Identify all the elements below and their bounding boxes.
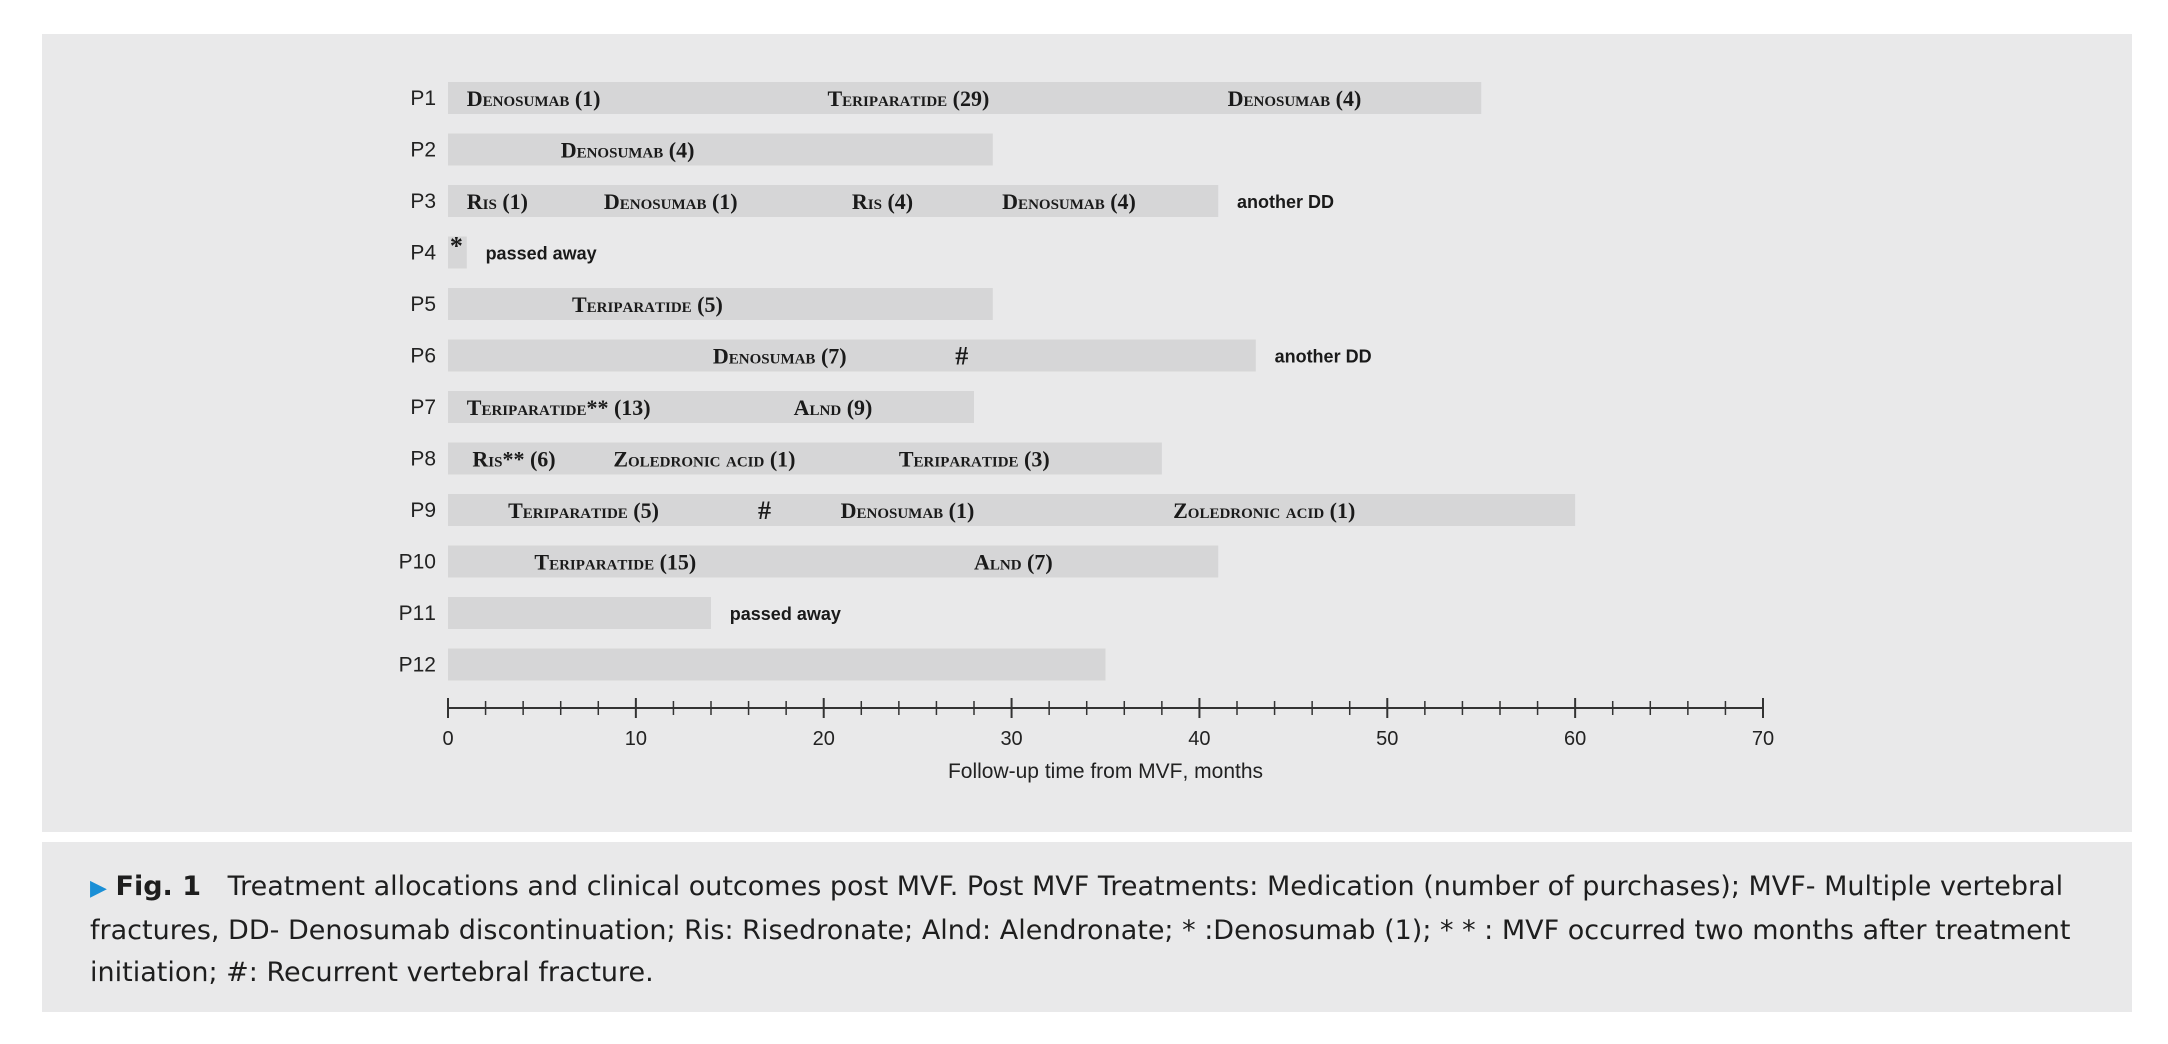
treatment-label: Denosumab (7) [712,343,847,369]
x-tick-label: 0 [442,728,454,750]
row-p1 [410,82,1481,114]
treatment-label: Denosumab (1) [603,189,738,214]
treatment-timeline-chart [42,34,2132,832]
treatment-label: Alnd (9) [793,395,873,420]
row-label: P3 [410,190,436,213]
row-p2 [410,134,992,166]
row-p6 [410,340,1371,372]
row-p10 [399,546,1219,578]
outcome-note: another DD [1237,192,1335,212]
row-label: P11 [398,602,436,625]
treatment-label: Denosumab (4) [1227,86,1362,111]
treatment-bar [448,649,1106,681]
row-label: P12 [398,653,436,677]
treatment-label: Zoledronic acid (1) [1173,498,1356,523]
row-label: P6 [410,344,436,368]
treatment-label: Ris (1) [466,189,529,214]
row-p9 [410,494,1575,526]
caption-figure-label: Fig. 1 [115,871,201,902]
footnote-marker: * [449,231,463,261]
figure-panel [42,34,2132,832]
row-p4 [410,232,596,269]
row-p11 [399,597,841,629]
x-axis [442,698,1774,750]
treatment-label: Alnd (7) [974,549,1053,575]
row-label: P9 [410,499,436,522]
treatment-label: Teriparatide** (13) [466,395,651,420]
treatment-label: Denosumab (1) [466,86,601,111]
row-label: P10 [398,550,436,574]
row-label: P4 [410,241,436,265]
caption-text: Treatment allocations and clinical outcomes post MVF. Post MVF Treatments: Medication (number of purchases); MVF- Multiple vertebral fractures, DD- Denosumab discontinuation; Ris: Risedronate; Alnd: Alendronate; * :Denosumab (1); * * : MVF occurred two months after treatment initiation; #: Recurrent vertebral fracture. [90,871,2071,988]
figure-caption [90,866,2100,994]
row-p7 [410,391,974,423]
treatment-bar [448,597,711,629]
recurrent-fracture-marker: # [955,341,969,371]
caption-panel [42,842,2132,1012]
treatment-label: Teriparatide (3) [898,446,1050,472]
x-tick-label: 40 [1188,728,1211,750]
row-label: P5 [410,293,436,316]
treatment-label: Teriparatide (5) [508,498,659,523]
treatment-label: Denosumab (1) [840,498,975,523]
row-label: P1 [410,87,436,110]
row-label: P8 [410,447,436,471]
rows-layer [399,82,1576,681]
outcome-note: passed away [485,243,597,264]
x-tick-label: 30 [1000,728,1023,750]
row-p3 [410,185,1334,217]
row-label: P7 [410,396,436,419]
caption-arrow-icon: ▶ [90,876,107,901]
x-tick-label: 70 [1751,728,1775,750]
treatment-label: Ris (4) [851,189,914,214]
x-tick-label: 10 [624,728,647,750]
x-axis-title: Follow-up time from MVF, months [947,760,1264,783]
outcome-note: another DD [1274,346,1372,367]
x-tick-label: 60 [1564,728,1587,750]
recurrent-fracture-marker: # [757,496,771,525]
treatment-bar [448,134,993,166]
row-p5 [410,288,992,320]
row-label: P2 [410,138,436,162]
treatment-label: Ris** (6) [472,446,556,472]
x-tick-label: 20 [812,728,835,750]
treatment-bar [448,340,1256,372]
treatment-label: Teriparatide (15) [534,549,697,575]
treatment-label: Teriparatide (5) [571,292,723,317]
treatment-label: Teriparatide (29) [827,86,990,111]
row-p12 [399,649,1106,681]
outcome-note: passed away [729,604,841,624]
treatment-label: Denosumab (4) [560,137,695,163]
x-tick-label: 50 [1376,728,1399,750]
row-p8 [410,443,1162,475]
treatment-label: Zoledronic acid (1) [613,446,796,472]
treatment-label: Denosumab (4) [1002,189,1136,214]
